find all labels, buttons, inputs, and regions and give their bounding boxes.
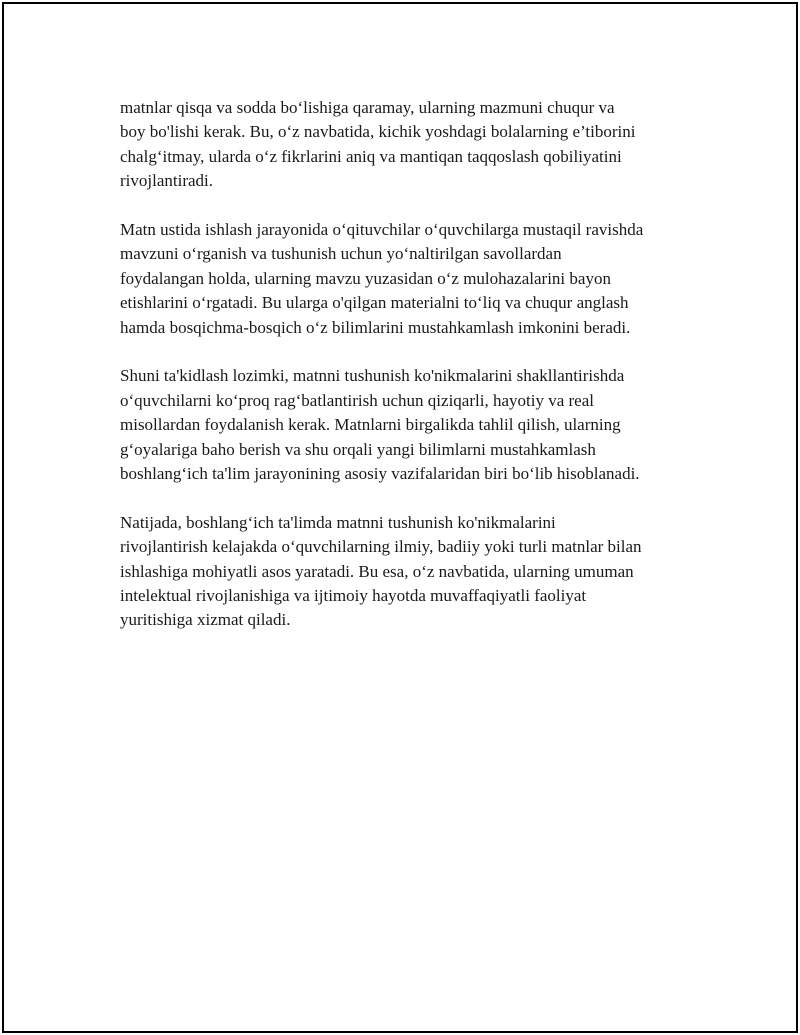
paragraph-3: [120, 364, 700, 486]
text-line: foydalangan holda, ularning mavzu yuzasidan o‘z mulohazalarini bayon: [120, 268, 611, 288]
document-page: [2, 2, 798, 1033]
text-line: boy bo'lishi kerak. Bu, o‘z navbatida, kichik yoshdagi bolalarning e’tiborini: [120, 122, 636, 142]
text-line: hamda bosqichma-bosqich o‘z bilimlarini mustahkamlash imkonini beradi.: [120, 317, 631, 337]
text-line: boshlang‘ich ta'lim jarayonining asosiy vazifalaridan biri bo‘lib hisoblanadi.: [120, 464, 640, 484]
text-line: Matn ustida ishlash jarayonida o‘qituvchilar o‘quvchilarga mustaqil ravishda: [120, 220, 644, 240]
text-line: etishlarini o‘rgatadi. Bu ularga o'qilgan materialni to‘liq va chuqur anglash: [120, 293, 629, 313]
text-line: rivojlantiradi.: [120, 171, 214, 191]
text-line: rivojlantirish kelajakda o‘quvchilarning ilmiy, badiiy yoki turli matnlar bilan: [120, 537, 642, 557]
text-line: matnlar qisqa va sodda bo‘lishiga qaramay, ularning mazmuni chuqur va: [120, 98, 615, 117]
text-line: Shuni ta'kidlash lozimki, matnni tushunish ko'nikmalarini shakllantirishda: [120, 366, 625, 386]
document-body: [120, 96, 700, 657]
text-line: mavzuni o‘rganish va tushunish uchun yo‘naltirilgan savollardan: [120, 244, 562, 264]
paragraph-4: [120, 511, 700, 633]
text-line: Natijada, boshlang‘ich ta'limda matnni tushunish ko'nikmalarini: [120, 512, 556, 532]
text-line: yuritishiga xizmat qiladi.: [120, 610, 291, 630]
paragraph-1: [120, 96, 700, 194]
text-line: intelektual rivojlanishiga va ijtimoiy hayotda muvaffaqiyatli faoliyat: [120, 586, 587, 606]
paragraph-2: [120, 218, 700, 340]
text-line: g‘oyalariga baho berish va shu orqali yangi bilimlarni mustahkamlash: [120, 439, 596, 459]
text-line: chalg‘itmay, ularda o‘z fikrlarini aniq va mantiqan taqqoslash qobiliyatini: [120, 146, 622, 166]
text-line: o‘quvchilarni ko‘proq rag‘batlantirish uchun qiziqarli, hayotiy va real: [120, 390, 594, 410]
text-line: misollardan foydalanish kerak. Matnlarni birgalikda tahlil qilish, ularning: [120, 415, 621, 435]
text-line: ishlashiga mohiyatli asos yaratadi. Bu esa, o‘z navbatida, ularning umuman: [120, 561, 634, 581]
